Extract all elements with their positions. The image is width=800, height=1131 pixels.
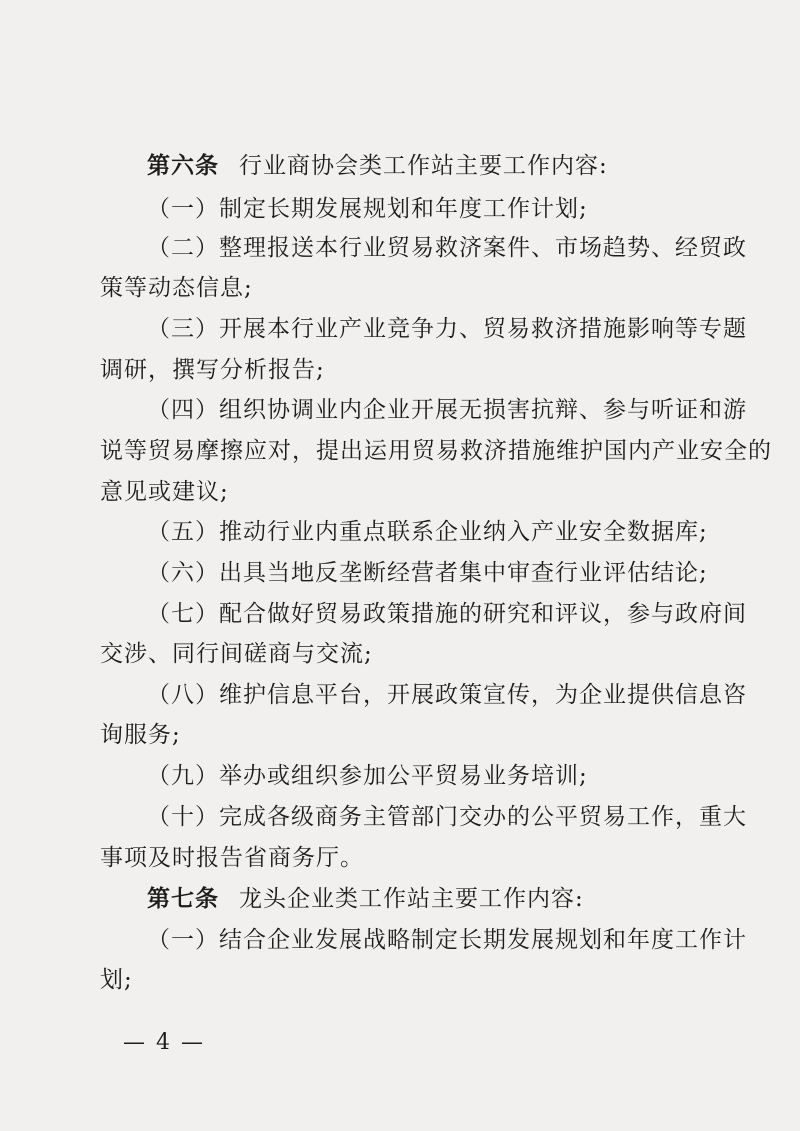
article-6-item-9: （九）举办或组织参加公平贸易业务培训; (147, 763, 588, 789)
article-6-item-8-cont: 询服务; (100, 722, 181, 748)
article-7-item-1: （一）结合企业发展战略制定长期发展规划和年度工作计 (147, 927, 747, 953)
article-6-item-7-cont: 交涉、同行间磋商与交流; (100, 641, 373, 667)
article-6-item-7: （七）配合做好贸易政策措施的研究和评议，参与政府间 (147, 601, 747, 627)
article-6-item-3: （三）开展本行业产业竞争力、贸易救济措施影响等专题 (147, 316, 747, 342)
article-6-item-2-cont: 策等动态信息; (100, 275, 253, 301)
article-6-item-4-cont-2: 意见或建议; (100, 479, 229, 505)
article-7-item-1-cont: 划; (100, 967, 133, 993)
article-6-item-3-cont: 调研，撰写分析报告; (100, 357, 325, 383)
article-6-item-1: （一）制定长期发展规划和年度工作计划; (147, 196, 588, 222)
article-6-item-2: （二）整理报送本行业贸易救济案件、市场趋势、经贸政 (147, 235, 747, 261)
article-6-item-10: （十）完成各级商务主管部门交办的公平贸易工作，重大 (147, 804, 747, 830)
article-7-title: 第七条 (147, 885, 219, 912)
article-6-item-4: （四）组织协调业内企业开展无损害抗辩、参与听证和游 (147, 397, 747, 423)
article-6-item-8: （八）维护信息平台，开展政策宣传，为企业提供信息咨 (147, 682, 747, 708)
article-6-heading-line (147, 151, 608, 181)
article-7-heading-line (147, 884, 584, 914)
article-6-item-10-cont: 事项及时报告省商务厅。 (100, 845, 364, 871)
article-6-intro: 行业商协会类工作站主要工作内容: (239, 153, 608, 179)
article-6-title: 第六条 (147, 152, 219, 179)
article-7-intro: 龙头企业类工作站主要工作内容: (239, 886, 584, 912)
article-6-item-5: （五）推动行业内重点联系企业纳入产业安全数据库; (147, 519, 708, 545)
article-6-item-4-cont: 说等贸易摩擦应对，提出运用贸易救济措施维护国内产业安全的 (100, 438, 772, 464)
article-6-item-6: （六）出具当地反垄断经营者集中审查行业评估结论; (147, 560, 708, 586)
page-number: — 4 — (123, 1030, 205, 1055)
